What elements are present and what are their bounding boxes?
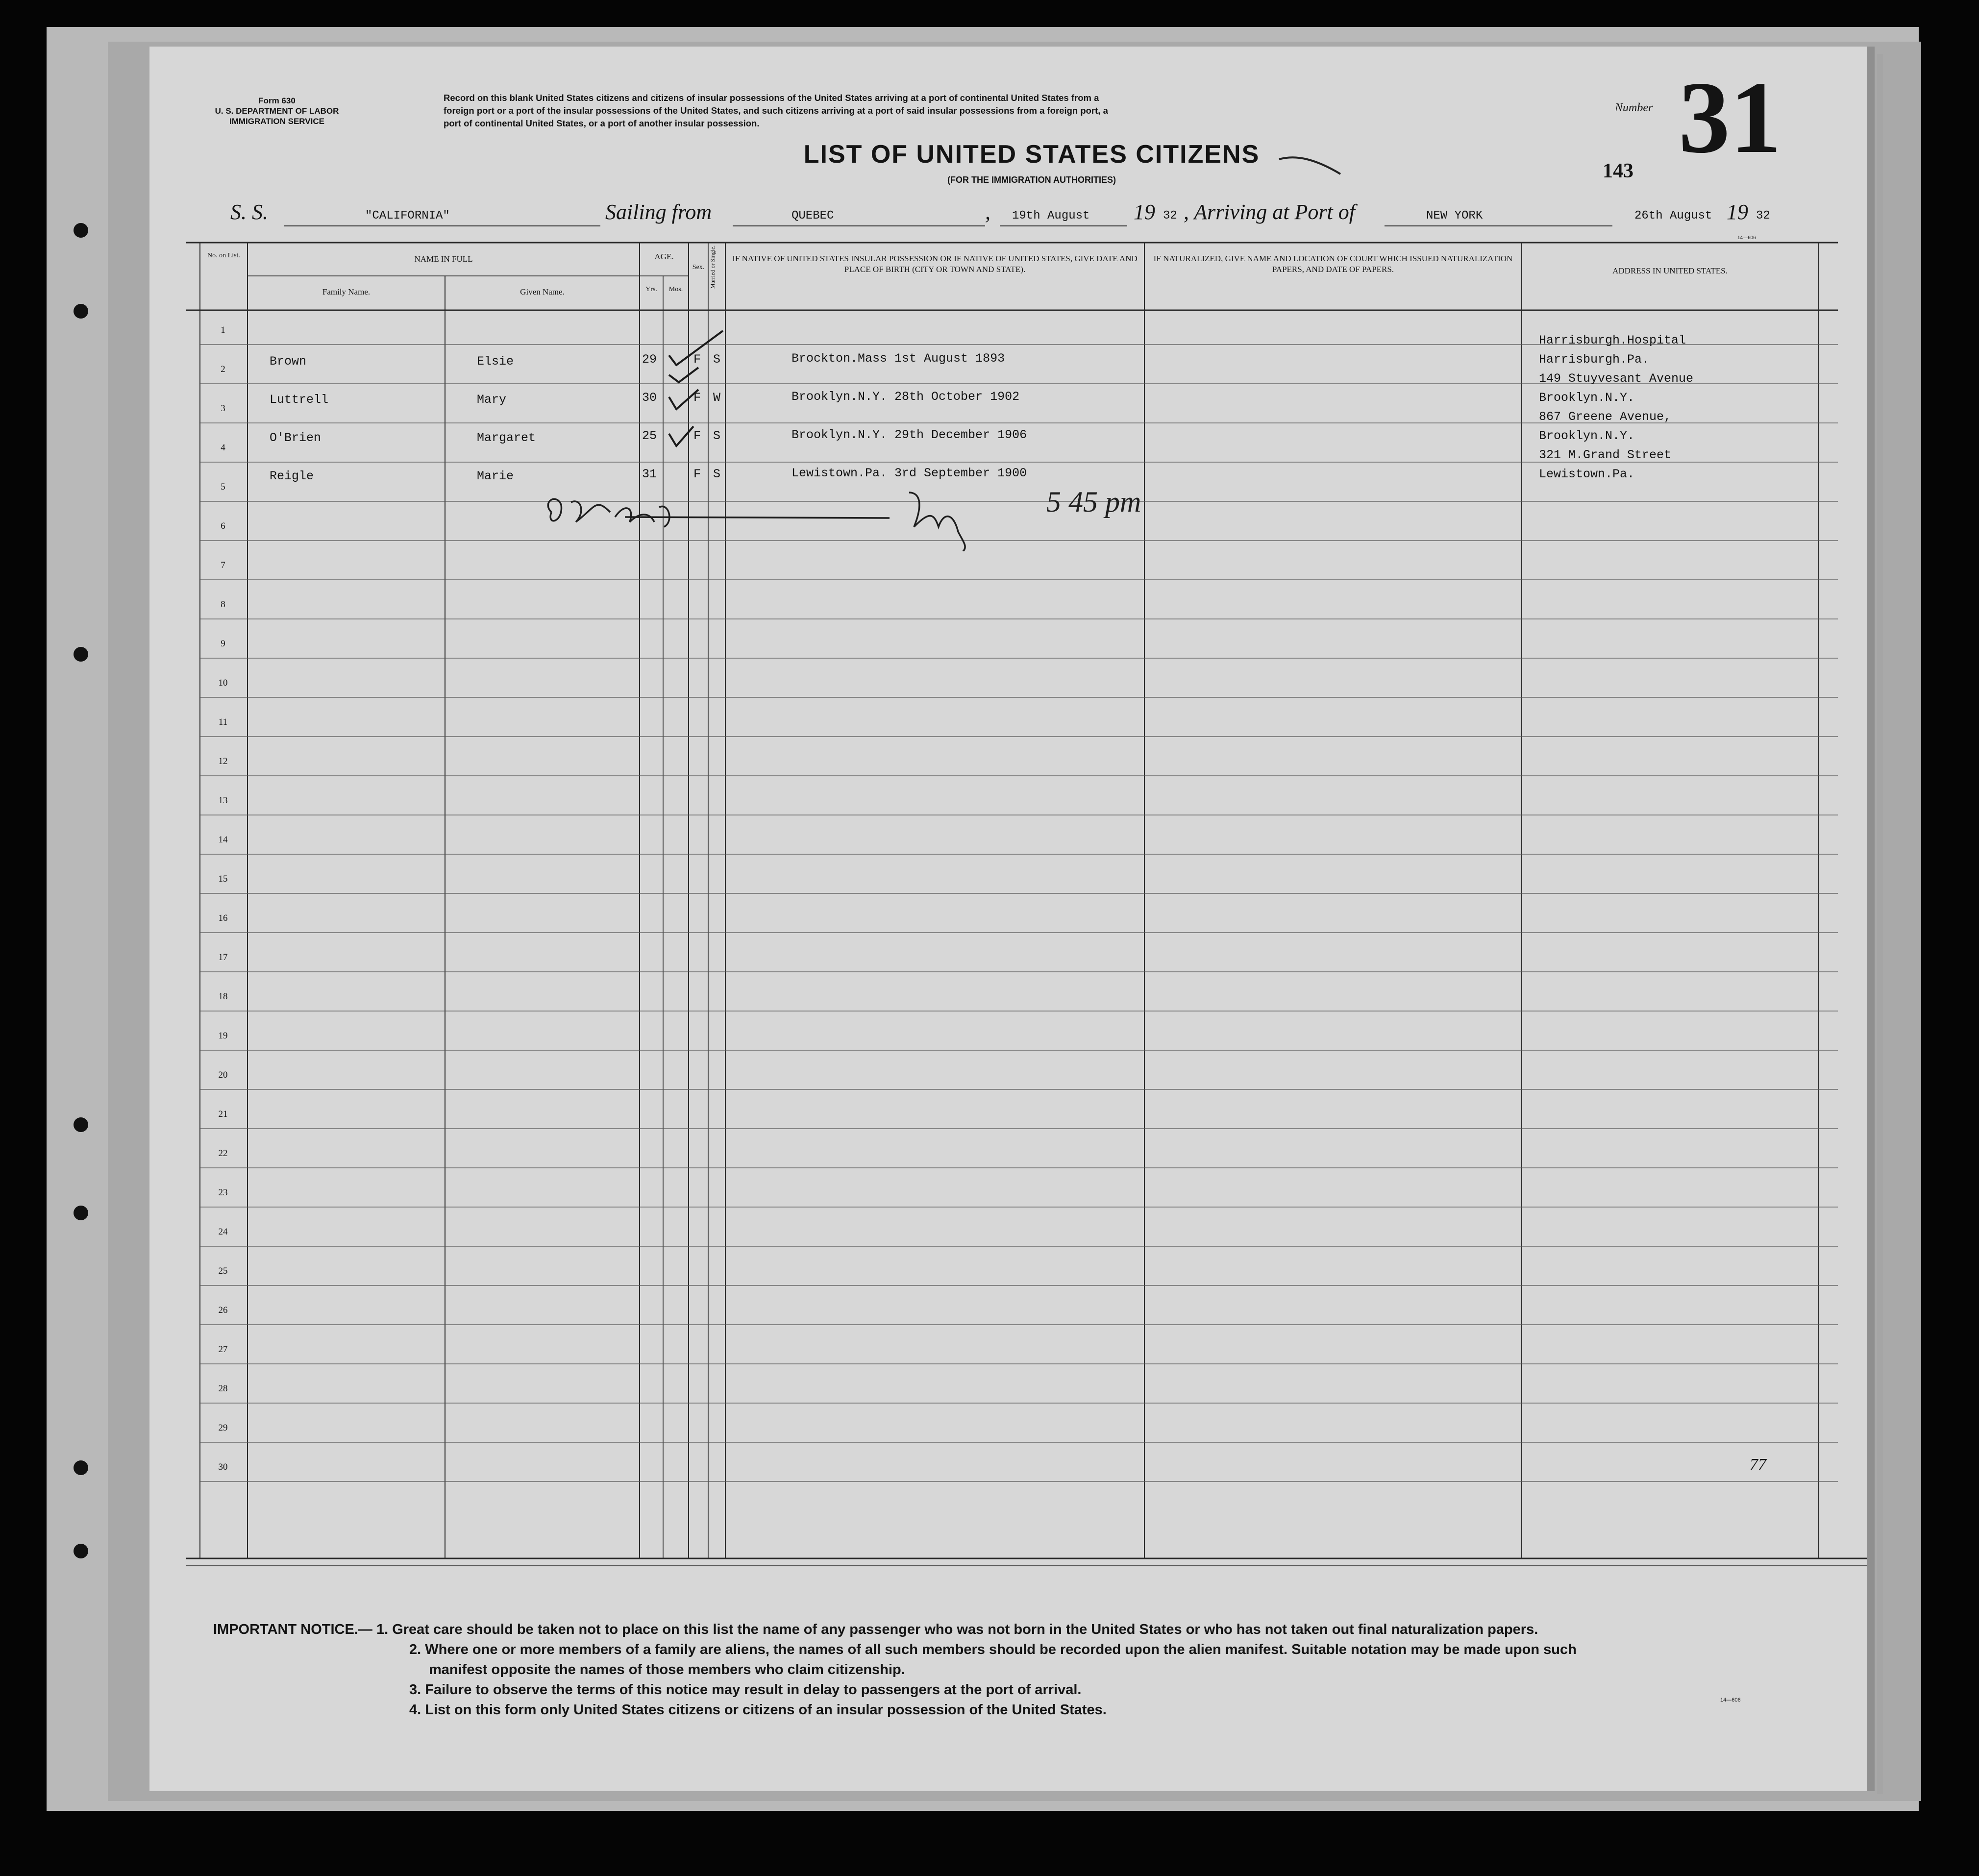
passenger-2-sex: F <box>693 391 701 405</box>
passenger-4-given: Marie <box>477 469 514 483</box>
handwritten-page-note: 77 <box>1750 1456 1766 1474</box>
row-number: 5 <box>221 482 225 492</box>
passenger-3-birth: Brooklyn.N.Y. 29th December 1906 <box>792 428 1027 442</box>
passenger-4-sex: F <box>693 467 701 481</box>
header-age: AGE. <box>654 252 674 261</box>
row-number: 1 <box>221 325 225 335</box>
record-line-2: foreign port or a port of the insular possessions of the United States, and such citizens arriving at a port of said insular possessions from a foreign port, a <box>444 105 1108 116</box>
passenger-4-age: 31 <box>642 467 657 481</box>
row-number: 9 <box>221 639 225 649</box>
address-line: Brooklyn.N.Y. <box>1539 429 1635 443</box>
row-number: 3 <box>221 403 225 414</box>
row-number: 27 <box>218 1344 228 1355</box>
header-yrs: Yrs. <box>645 286 657 293</box>
passenger-2-age: 30 <box>642 391 657 405</box>
passenger-1-birth: Brockton.Mass 1st August 1893 <box>792 351 1005 366</box>
binder-hole <box>74 647 88 662</box>
check-marks <box>649 311 738 488</box>
year-prefix-to: 19 <box>1727 200 1748 224</box>
passenger-1-given: Elsie <box>477 354 514 369</box>
row-number: 24 <box>218 1227 228 1237</box>
passenger-2-given: Mary <box>477 393 507 407</box>
manifest-table-grid <box>149 47 1867 1791</box>
header-naturalized: IF NATURALIZED, GIVE NAME AND LOCATION OF COURT WHICH ISSUED NATURALIZATION PAPERS, AND DATE OF PAPERS. <box>1153 254 1513 274</box>
passenger-3-status: S <box>713 429 721 443</box>
passenger-2-status: W <box>713 391 721 405</box>
port-from: QUEBEC <box>792 209 834 222</box>
notice-label: IMPORTANT NOTICE.— <box>213 1622 372 1637</box>
passenger-1-sex: F <box>693 352 701 367</box>
page-edge <box>1867 47 1875 1791</box>
binder-hole <box>74 304 88 319</box>
binder-hole <box>74 223 88 238</box>
notice-item-3: 3. Failure to observe the terms of this notice may result in delay to passengers at the port of arrival. <box>409 1682 1082 1698</box>
notice-item-2: 2. Where one or more members of a family are aliens, the names of all such members should be recorded upon the alien manifest. Suitable notation may be made upon such <box>409 1642 1577 1657</box>
header-place-of-birth: IF NATIVE OF UNITED STATES INSULAR POSSESSION OR IF NATIVE OF UNITED STATES, GIVE DATE AND PLACE OF BIRTH (CITY OR TOWN AND STATE). <box>732 254 1138 274</box>
row-number: 23 <box>218 1187 228 1198</box>
row-number: 28 <box>218 1383 228 1394</box>
header-address: ADDRESS IN UNITED STATES. <box>1612 266 1728 275</box>
row-number: 6 <box>221 521 225 531</box>
print-code-bottom: 14—606 <box>1720 1697 1741 1703</box>
row-number: 14 <box>218 835 228 845</box>
notice-item-2-cont: manifest opposite the names of those members who claim citizenship. <box>429 1662 905 1678</box>
passenger-1-age: 29 <box>642 352 657 367</box>
header-mos: Mos. <box>668 286 683 293</box>
passenger-3-sex: F <box>693 429 701 443</box>
passenger-3-family: O'Brien <box>270 431 322 445</box>
date-to: 26th August <box>1634 209 1712 222</box>
passenger-3-given: Margaret <box>477 431 536 445</box>
handwritten-number: 143 <box>1603 160 1633 182</box>
header-no-on-list: No. on List. <box>207 252 240 259</box>
header-married-single: Married or Single. <box>709 245 716 289</box>
passenger-1-address <box>1539 331 1693 484</box>
ship-name: "CALIFORNIA" <box>365 209 450 222</box>
row-number: 7 <box>221 560 225 570</box>
row-number: 18 <box>218 991 228 1002</box>
passenger-4-birth: Lewistown.Pa. 3rd September 1900 <box>792 466 1027 480</box>
passenger-3-age: 25 <box>642 429 657 443</box>
row-number: 21 <box>218 1109 228 1119</box>
address-line: Brooklyn.N.Y. <box>1539 391 1635 405</box>
manifest-sheet <box>149 47 1867 1791</box>
record-line-3: port of continental United States, or a port of another insular possession. <box>444 118 760 128</box>
row-number: 15 <box>218 874 228 884</box>
row-number: 8 <box>221 599 225 610</box>
address-line: 321 M.Grand Street <box>1539 448 1672 462</box>
year-suffix-from: 32 <box>1163 209 1177 222</box>
form-number: Form 630 <box>258 96 296 105</box>
row-number: 10 <box>218 678 228 688</box>
handwritten-time-note: 5 45 pm <box>1046 486 1141 518</box>
row-number: 11 <box>218 717 228 727</box>
passenger-2-birth: Brooklyn.N.Y. 28th October 1902 <box>792 390 1020 404</box>
comma: , <box>985 200 990 224</box>
passenger-1-family: Brown <box>270 354 307 369</box>
address-line: Harrisburgh.Pa. <box>1539 352 1650 367</box>
year-prefix-from: 19 <box>1134 200 1155 224</box>
service: IMMIGRATION SERVICE <box>229 117 324 126</box>
binder-hole <box>74 1544 88 1558</box>
header-name-in-full: NAME IN FULL <box>414 254 473 264</box>
notice-item-1: 1. Great care should be taken not to place on this list the name of any passenger who was not born in the United States or who has not taken out final naturalization papers. <box>376 1622 1538 1637</box>
header-given-name: Given Name. <box>520 287 565 296</box>
record-line-1: Record on this blank United States citizens and citizens of insular possessions of the United States arriving at a port of continental United States from a <box>444 93 1099 103</box>
row-number: 4 <box>221 443 225 453</box>
binder-hole <box>74 1206 88 1220</box>
row-number: 20 <box>218 1070 228 1080</box>
row-number: 2 <box>221 364 225 374</box>
row-number: 22 <box>218 1148 228 1159</box>
row-number: 26 <box>218 1305 228 1315</box>
port-to: NEW YORK <box>1426 209 1483 222</box>
department: U. S. DEPARTMENT OF LABOR <box>215 106 339 116</box>
passenger-4-status: S <box>713 467 721 481</box>
important-notice <box>213 1620 1840 1720</box>
list-number: 31 <box>1679 61 1781 174</box>
binder-hole <box>74 1460 88 1475</box>
page-title: LIST OF UNITED STATES CITIZENS <box>803 140 1260 169</box>
passenger-4-family: Reigle <box>270 469 314 483</box>
arriving-label: , Arriving at Port of <box>1184 200 1355 224</box>
address-line: Lewistown.Pa. <box>1539 467 1635 481</box>
header-sex: Sex. <box>692 264 705 271</box>
print-code-top: 14—606 <box>1737 235 1756 241</box>
row-number: 19 <box>218 1031 228 1041</box>
ss-label: S. S. <box>230 200 268 224</box>
row-number: 30 <box>218 1462 228 1472</box>
address-line: Harrisburgh.Hospital <box>1539 333 1686 347</box>
row-number: 25 <box>218 1266 228 1276</box>
date-from: 19th August <box>1012 209 1090 222</box>
binder-hole <box>74 1117 88 1132</box>
row-number: 29 <box>218 1423 228 1433</box>
row-number: 12 <box>218 756 228 766</box>
address-line: 867 Greene Avenue, <box>1539 410 1672 424</box>
page-subtitle: (FOR THE IMMIGRATION AUTHORITIES) <box>947 175 1116 185</box>
header-family-name: Family Name. <box>322 287 371 296</box>
passenger-2-family: Luttrell <box>270 393 329 407</box>
row-number: 16 <box>218 913 228 923</box>
page-edge <box>1877 54 1883 1794</box>
sailing-label: Sailing from <box>605 200 712 224</box>
passenger-1-status: S <box>713 352 721 367</box>
notice-item-4: 4. List on this form only United States citizens or citizens of an insular possession of the United States. <box>409 1702 1107 1718</box>
row-number: 17 <box>218 952 228 963</box>
row-number: 13 <box>218 795 228 806</box>
year-suffix-to: 32 <box>1756 209 1770 222</box>
address-line: 149 Stuyvesant Avenue <box>1539 371 1694 386</box>
number-label: Number <box>1615 101 1653 114</box>
